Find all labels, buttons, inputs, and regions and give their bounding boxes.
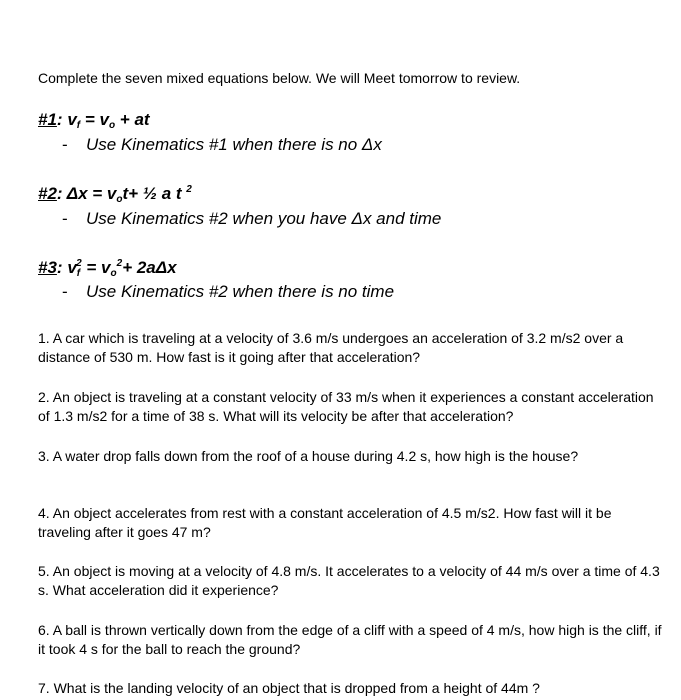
question-text: 7. What is the landing velocity of an object that is dropped from a height of 44m ? [38,680,540,696]
equation-superscript: 2 [76,258,82,269]
question-7 [38,679,663,698]
equation-number: #2 [38,184,57,203]
equation-term: v [67,258,77,277]
question-2 [38,388,663,426]
question-text: 6. A ball is thrown vertically down from the edge of a cliff with a speed of 4 m/s, how high is the cliff, if it took 4 s for the ball to reach the ground? [38,622,662,657]
question-6 [38,621,663,659]
equation-term: v [67,110,77,129]
question-3 [38,447,663,466]
equation-subscript: o [110,268,117,279]
equation-term: t+ ½ a t [122,184,187,203]
intro-text: Complete the seven mixed equations below. We will Meet tomorrow to review. [38,70,521,86]
equation-3 [38,258,177,279]
equation-3-note [62,282,394,302]
equation-term: Δx = v [66,184,117,203]
equation-term: + at [115,110,150,129]
equation-superscript: 2 [186,184,192,195]
equation-1-note [62,135,382,155]
equation-2 [38,184,192,205]
question-4 [38,504,663,542]
bullet-dash: - [62,135,68,154]
equation-subscript: f [76,120,81,131]
equation-separator: : [56,110,68,129]
question-text: 1. A car which is traveling at a velocity of 3.6 m/s undergoes an acceleration of 3.2 m/s2 over a distance of 530 m. How fast is it going after that acceleration? [38,330,624,365]
equation-2-note [62,209,441,229]
note-text: Use Kinematics #2 when there is no time [86,282,395,301]
equation-term: = v [80,110,109,129]
equation-term: = v [81,258,111,277]
question-5 [38,562,663,600]
equation-term: + 2aΔx [122,258,177,277]
equation-subscript: o [116,194,123,205]
equation-separator: : [56,184,67,203]
question-text: 2. An object is traveling at a constant velocity of 33 m/s when it experiences a constant acceleration of 1.3 m/s2 for a time of 38 s. What will its velocity be after that acceleration? [38,389,654,424]
bullet-dash: - [62,282,68,301]
equation-number: #1 [38,110,57,129]
equation-subscript: f [76,268,81,279]
equation-number: #3 [38,258,57,277]
question-text: 5. An object is moving at a velocity of 4.8 m/s. It accelerates to a velocity of 44 m/s over a time of 4.3 s. What acceleration did it experience? [38,563,660,598]
question-text: 4. An object accelerates from rest with a constant acceleration of 4.5 m/s2. How fast will it be traveling after it goes 47 m? [38,505,612,540]
bullet-dash: - [62,209,68,228]
note-text: Use Kinematics #2 when you have Δx and time [86,209,442,228]
equation-separator: : [56,258,68,277]
equation-1 [38,110,150,131]
note-text: Use Kinematics #1 when there is no Δx [86,135,382,154]
question-text: 3. A water drop falls down from the roof of a house during 4.2 s, how high is the house? [38,448,579,464]
equation-subscript: o [108,120,116,131]
equation-superscript: 2 [116,258,123,269]
question-1 [38,329,663,367]
